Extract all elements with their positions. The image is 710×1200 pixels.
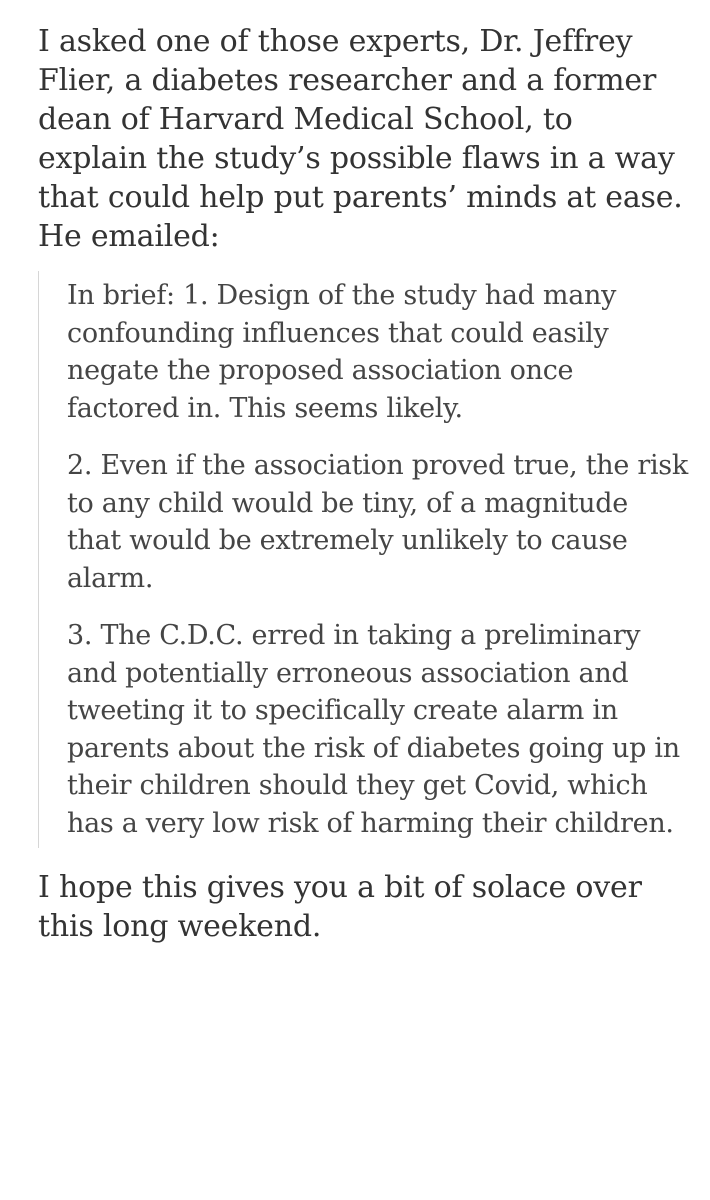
quote-paragraph-2: 2. Even if the association proved true, the risk to any child would be tiny, of a magnitude that would be extremely unlikely to cause alarm. bbox=[67, 450, 688, 594]
article-body bbox=[38, 22, 688, 946]
closing-paragraph: I hope this gives you a bit of solace over this long weekend. bbox=[38, 870, 642, 944]
intro-paragraph: I asked one of those experts, Dr. Jeffrey Flier, a diabetes researcher and a former dean of Harvard Medical School, to explain the study’s possible flaws in a way that could help put parents’ minds at ease. He emailed: bbox=[38, 24, 683, 254]
email-blockquote bbox=[38, 271, 688, 848]
quote-paragraph-3: 3. The C.D.C. erred in taking a preliminary and potentially erroneous association and tweeting it to specifically create alarm in parents about the risk of diabetes going up in their children should they get Covid, which has a very low risk of harming their children. bbox=[67, 620, 680, 839]
quote-paragraph-1: In brief: 1. Design of the study had many confounding influences that could easily negate the proposed association once factored in. This seems likely. bbox=[67, 280, 617, 424]
